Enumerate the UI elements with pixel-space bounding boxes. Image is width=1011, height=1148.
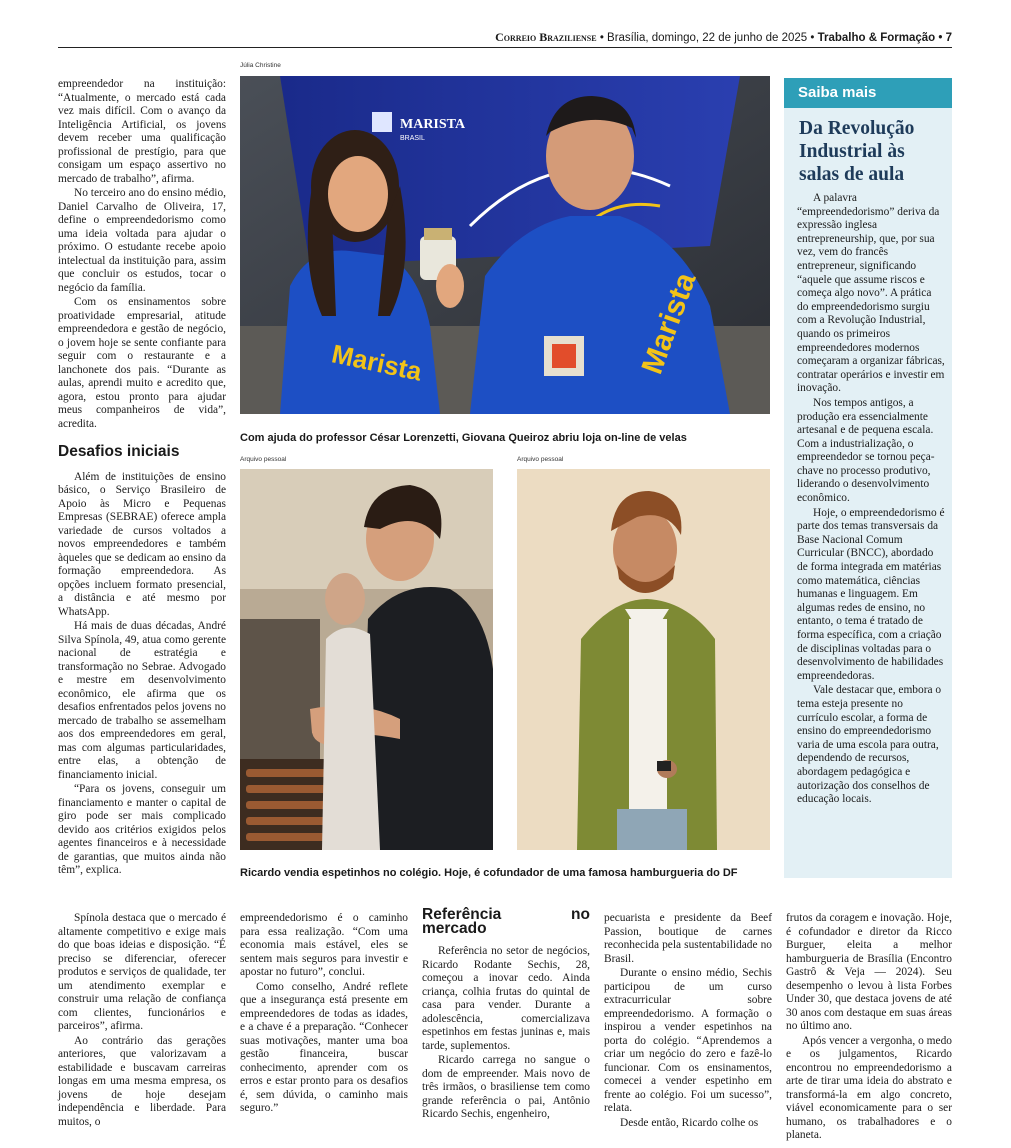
photo-credit-right: Arquivo pessoal [517,456,564,463]
masthead [240,30,952,48]
article-column-5 [786,912,952,1143]
dateline: • Brasília, domingo, 22 de junho de 2025 • [599,32,815,44]
caption-main: Com ajuda do professor César Lorenzetti, Giovana Queiroz abriu loja on-line de velas [240,432,687,444]
paragraph: “Para os jovens, conseguir um financiamento e manter o capital de giro pode ser mais complicado devido aos critérios exigidos pelos agentes financeiros e à necessidade de garantias, que muitos ainda não têm”, explica. [58,783,226,876]
caption-bottom: Ricardo vendia espetinhos no colégio. Hoje, é cofundador de uma famosa hamburgueria do DF [240,867,738,879]
paragraph: empreendedor na instituição: “Atualmente, o mercado está cada vez mais difícil. Com o avanço da Inteligência Artificial, os jovens devem receber uma qualificação profissional de prestígio, para que consigam um espaço assertivo no mercado de trabalho”, afirma. [58,78,226,185]
paragraph: Durante o ensino médio, Sechis participou de um curso extracurricular sobre empreendedorismo. A formação o inspirou a vender espetinhos na porta do colégio. “Aprendemos a criar um negócio do zero e fazê-lo funcionar. Com os ensinamentos, comecei a vender espetinho em frente ao colégio. Foi um sucesso”, relata. [604,967,772,1114]
sidebar-tag-label: Saiba mais [798,84,877,101]
paragraph: Referência no setor de negócios, Ricardo Rodante Sechis, 28, começou a inovar cedo. Ainda criança, colhia frutas do quintal de casa para vender. Durante a adolescência, comercializava espetinhos em festas juninas e, mais tarde, suplementos. [422,945,590,1052]
photo-portrait [517,469,770,850]
photo-main-illustration [240,76,770,414]
subheading-desafios: Desafios iniciais [58,443,180,460]
screen-logo-subtext: BRASIL [400,135,425,142]
paragraph: Com os ensinamentos sobre proatividade empresarial, atitude empreendedora e gestão de negócio, o jovem hoje se sente confiante para seguir com o restaurante e a lanchonete dos pais. “Durante as aulas, aprendi muito e acredito que, agora, estou pronto para ajudar meus companheiros de vida”, acredita. [58,296,226,430]
photo-credit-main: Júlia Christine [240,62,281,69]
sidebar-tag [784,78,952,108]
paragraph: Além de instituições de ensino básico, o Serviço Brasileiro de Apoio às Micro e Pequenas Empresas (SEBRAE) oferece ampla variedade de cursos voltados a novos empreendedores e também àqueles que se dedicam ao ensino da formação empreendedora. As opções incluem formato presencial, a distância e até mesmo por WhatsApp. [58,470,226,618]
svg-text:Marista: Marista [329,338,425,387]
sidebar-paragraph: Vale destacar que, embora o tema esteja presente no currículo escolar, a forma de ensino do empreendedorismo varia de uma escola para outra, dependendo de recursos, abordagem pedagógica e autorização dos conselhos de educação locais. [797,684,942,806]
sidebar-title: Da Revolução Industrial às salas de aula [799,118,915,185]
newspaper-brand: Correio Braziliense [495,30,597,44]
screen-logo-text: MARISTA [400,117,466,132]
article-column-1 [58,78,226,878]
article-column-2 [240,912,408,1116]
paragraph: frutos da coragem e inovação. Hoje, é cofundador e diretor da Ricco Burguer, eleita a melhor hamburgueria de Brasília (Encontro Gastrô & Veja — 2024). Seu desempenho o levou à lista Forbes Under 30, que destaca jovens de até 30 anos com destaque em suas áreas no último ano. [786,912,952,1032]
photo-grill-illustration [240,469,493,850]
photo-credit-left: Arquivo pessoal [240,456,287,463]
paragraph: Como conselho, André reflete que a insegurança está presente em empreendedores de todas as idades, e a chave é a preparação. “Conhecer suas motivações, manter uma boa gestão financeira, buscar conhecimento, aprender com os erros e estar pronto para os desafios é, sem dúvida, o caminho mais seguro.” [240,980,408,1114]
sidebar-paragraph: A palavra “empreendedorismo” deriva da expressão inglesa entrepreneurship, que, por sua vez, vem do francês entrepreneur, significando “aquele que assume riscos e começa algo novo”. A prática do empreendedorismo surgiu com a Revolução Industrial, quando os primeiros empreendedores modernos começaram a organizar fábricas, contratar operários e investir em inovação. [797,192,945,395]
photo-grill [240,469,493,850]
sidebar-paragraph: Hoje, o empreendedorismo é parte dos temas transversais da Base Nacional Comum Curricular (BNCC), abordado de forma integrada em matérias como matemática, ciências humanas e linguagem. Em algumas redes de ensino, no entanto, o tema é tratado de forma específica, com a criação de disciplinas voltadas para o desenvolvimento de habilidades empreendedoras. [797,506,945,682]
paragraph: Desde então, Ricardo colhe os [620,1116,759,1129]
header-rule [58,47,952,48]
paragraph: Há mais de duas décadas, André Silva Spínola, 49, atua como gerente nacional de estratégia e transformação no Sebrae. Advogado e mestre em desenvolvimento econômico, ele afirma que os desafios enfrentados pelos jovens no mercado de trabalho se assemelham aos dos empreendedores em geral, mas com algumas particularidades, entre elas, a obtenção de financiamento inicial. [58,620,226,781]
paragraph: pecuarista e presidente da Beef Passion, boutique de carnes reconhecida pela sustentabilidade no Brasil. [604,912,772,965]
paragraph: empreendedorismo é o caminho para essa realização. “Com uma economia mais estável, eles se sentem mais seguros para investir e apostar no futuro”, conclui. [240,912,408,978]
article-column-3 [422,908,590,1122]
section-name: Trabalho & Formação [817,32,936,44]
photo-main [240,76,770,414]
sidebar-paragraph: Nos tempos antigos, a produção era essencialmente artesanal e de pequena escala. Com a industrialização, o empreendedor se tornou peça-chave no processo produtivo, liderando o desenvolvimento econômico. [797,396,935,505]
sidebar-text [797,192,945,807]
article-column-4 [604,912,772,1130]
photo-portrait-illustration [517,469,770,850]
paragraph: Após vencer a vergonha, o medo e os julgamentos, Ricardo encontrou no empreendedorismo a arte de tirar uma ideia do abstrato e transformá-la em algo concreto, viável economicamente para o ser humano, os trabalhadores e o planeta. [786,1034,952,1141]
shirt-text: Marista [635,268,703,379]
subheading-referencia: Referência no mercado [422,906,590,937]
paragraph: Ao contrário das gerações anteriores, que valorizavam a estabilidade e buscavam carreiras longas em uma mesma empresa, os jovens de hoje desejam independência e liberdade. Para muitos, o [58,1034,226,1128]
paragraph: Spínola destaca que o mercado é altamente competitivo e exige mais do que boas ideias e disposição. “É preciso se diferenciar, oferecer produtos e serviços de qualidade, ter um atendimento exemplar e construir uma relação de confiança com clientes, funcionários e parceiros”, afirma. [58,912,226,1032]
page-number: • 7 [938,32,952,44]
paragraph: Ricardo carrega no sangue o dom de empreender. Mais novo de três irmãos, o brasiliense tem como grande referência o pai, Antônio Ricardo Sechis, engenheiro, [422,1054,590,1120]
marista-logo-icon [372,112,392,132]
paragraph: No terceiro ano do ensino médio, Daniel Carvalho de Oliveira, 17, define o empreendedorismo como uma ideia voltada para ajudar o próximo. O estudante recebe apoio intelectual da instituição para, assim que concluir os estudos, tocar o negócio da família. [58,187,226,294]
article-column-1-bottom [58,912,226,1129]
